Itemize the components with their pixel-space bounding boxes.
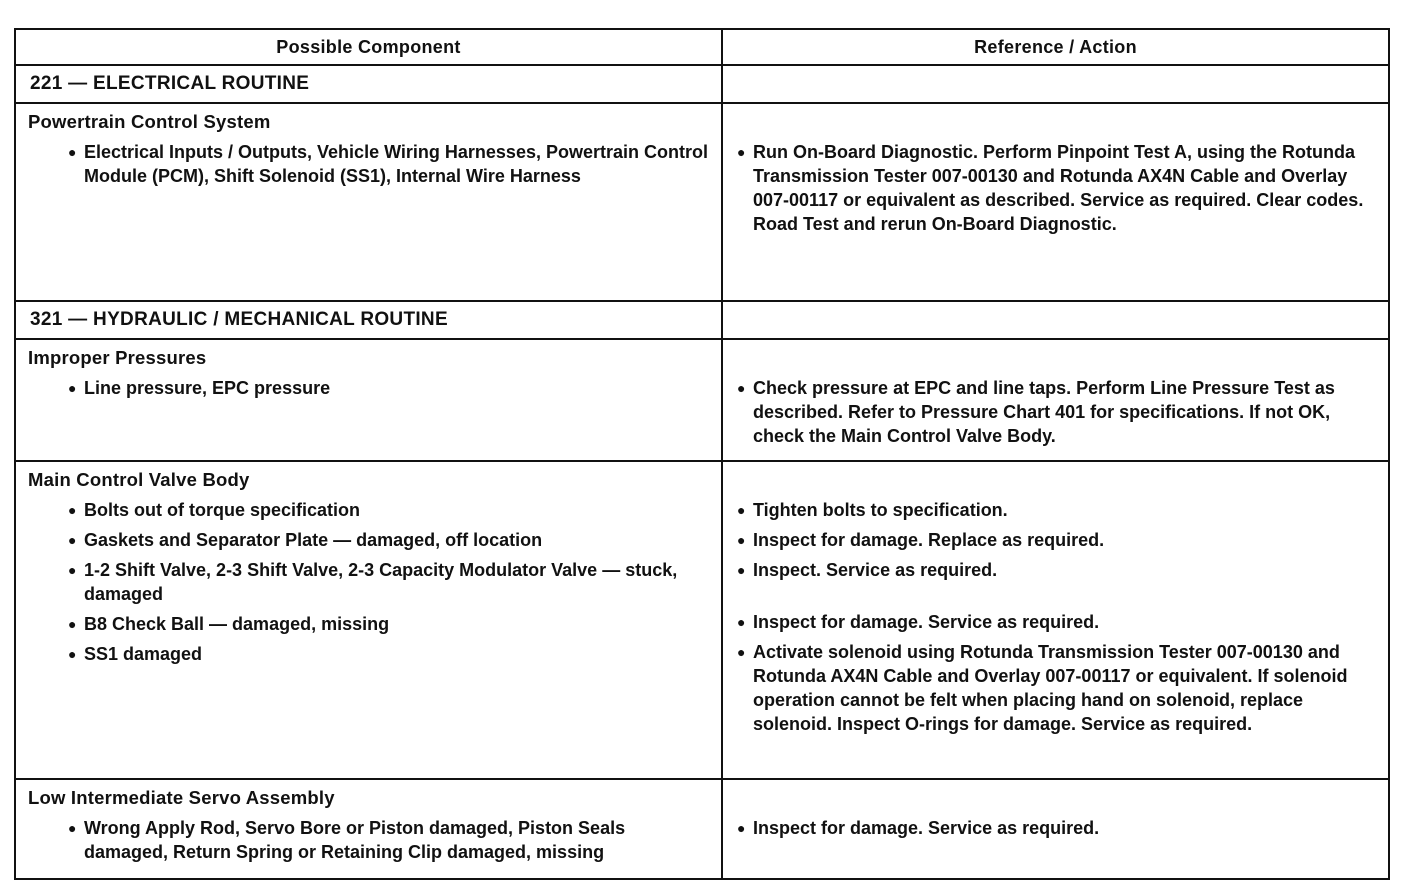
action-item: ● Tighten bolts to specification.: [737, 498, 1378, 522]
component-item: ● Electrical Inputs / Outputs, Vehicle Wiring Harnesses, Powertrain Control Module (PCM), Shift Solenoid (SS1), Internal Wire Harness: [68, 140, 711, 188]
component-item: ● SS1 damaged: [68, 642, 711, 666]
section-empty-cell: [722, 65, 1389, 103]
component-title: Main Control Valve Body: [28, 469, 250, 490]
diagnostic-table-page: [14, 28, 1390, 862]
component-item-list: [28, 376, 711, 400]
action-list: [735, 376, 1378, 448]
action-item: ● Run On-Board Diagnostic. Perform Pinpoint Test A, using the Rotunda Transmission Tester 007-00130 and Rotunda AX4N Cable and Overlay 007-00117 or equivalent as described. Service as required. Clear codes. Road Test and rerun On-Board Diagnostic.: [737, 140, 1378, 236]
section-row-electrical: [15, 65, 1389, 103]
action-item: ● Inspect for damage. Service as required.: [737, 610, 1378, 634]
action-list: [735, 140, 1378, 236]
component-item: ● Wrong Apply Rod, Servo Bore or Piston damaged, Piston Seals damaged, Return Spring or Retaining Clip damaged, missing: [68, 816, 711, 864]
component-cell: [15, 339, 722, 461]
action-list: [735, 498, 1378, 736]
component-item: ● 1-2 Shift Valve, 2-3 Shift Valve, 2-3 Capacity Modulator Valve — stuck, damaged: [68, 558, 711, 606]
component-item: ● B8 Check Ball — damaged, missing: [68, 612, 711, 636]
component-item-list: [28, 816, 711, 864]
component-title: Low Intermediate Servo Assembly: [28, 787, 335, 808]
action-cell: [722, 339, 1389, 461]
component-row-servo: [15, 779, 1389, 879]
component-item-list: [28, 140, 711, 188]
action-item: ● Inspect for damage. Service as required.: [737, 816, 1378, 840]
component-row-valve-body: [15, 461, 1389, 779]
component-cell: [15, 779, 722, 879]
component-item-list: [28, 498, 711, 666]
section-title-hydraulic: 321 — HYDRAULIC / MECHANICAL ROUTINE: [15, 301, 722, 339]
component-row-powertrain: [15, 103, 1389, 301]
component-title: Powertrain Control System: [28, 111, 271, 132]
component-cell: [15, 461, 722, 779]
component-title: Improper Pressures: [28, 347, 207, 368]
action-item: ● Check pressure at EPC and line taps. Perform Line Pressure Test as described. Refer to Pressure Chart 401 for specifications. If not OK, check the Main Control Valve Body.: [737, 376, 1378, 448]
action-list: [735, 816, 1378, 840]
header-possible-component: Possible Component: [15, 29, 722, 65]
diagnostic-table: [14, 28, 1390, 880]
component-cell: [15, 103, 722, 301]
action-cell: [722, 779, 1389, 879]
action-item: ● Activate solenoid using Rotunda Transmission Tester 007-00130 and Rotunda AX4N Cable and Overlay 007-00117 or equivalent. If solenoid operation cannot be felt when placing hand on solenoid, replace solenoid. Inspect O-rings for damage. Service as required.: [737, 640, 1378, 736]
header-row: [15, 29, 1389, 65]
component-row-pressures: [15, 339, 1389, 461]
action-item: ● Inspect for damage. Replace as required.: [737, 528, 1378, 552]
section-empty-cell: [722, 301, 1389, 339]
section-title-electrical: 221 — ELECTRICAL ROUTINE: [15, 65, 722, 103]
action-cell: [722, 461, 1389, 779]
action-cell: [722, 103, 1389, 301]
component-item: ● Bolts out of torque specification: [68, 498, 711, 522]
component-item: ● Gaskets and Separator Plate — damaged, off location: [68, 528, 711, 552]
header-reference-action: Reference / Action: [722, 29, 1389, 65]
section-row-hydraulic: [15, 301, 1389, 339]
action-item: ● Inspect. Service as required.: [737, 558, 1378, 582]
component-item: ● Line pressure, EPC pressure: [68, 376, 711, 400]
